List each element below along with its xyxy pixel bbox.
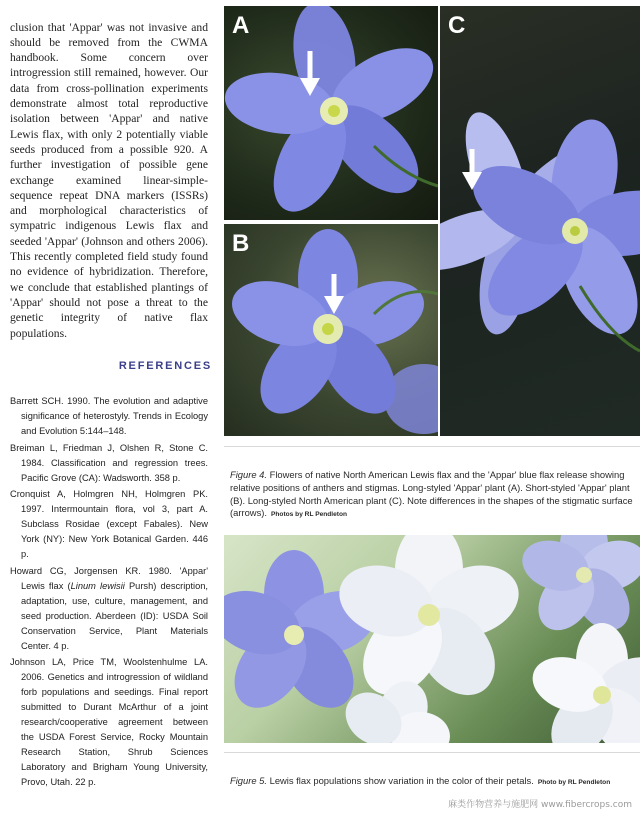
blue-flax-flower-illustration <box>224 6 438 220</box>
figure4-photo-c <box>440 6 640 436</box>
reference-item: Barrett SCH. 1990. The evolution and adaptive significance of heterostyly. Trends in Ecology and Evolution 5:144–148. <box>10 396 208 436</box>
left-column <box>0 0 212 814</box>
photo-credit: Photos by RL Pendleton <box>270 511 348 519</box>
references-heading: REFERENCES <box>118 360 212 372</box>
reference-item <box>10 564 208 653</box>
blue-flax-flower-illustration <box>440 6 640 436</box>
figure-label: Figure 5. <box>230 775 267 787</box>
figure4-photo-a <box>224 6 438 220</box>
reference-text: Pursh) description, adaptation, use, culture, management, and seed production. Aberdeen (ID): USDA Soil Conservation Service, Plant Materials Center. 4 p. <box>21 580 209 651</box>
flax-petal-color-illustration <box>224 535 640 743</box>
species-name: Linum lewisii <box>70 580 125 591</box>
photo-credit: Photo by RL Pendleton <box>537 779 611 787</box>
figure5-photo <box>224 535 640 743</box>
caption-divider <box>224 752 640 753</box>
reference-item: Breiman L, Friedman J, Olshen R, Stone C. 1984. Classification and regression trees. Pacific Grove (CA): Wadsworth. 358 p. <box>10 442 208 483</box>
figure4-photo-b <box>224 224 438 436</box>
blue-flax-flower-illustration <box>224 224 438 436</box>
figure4-caption <box>230 469 634 521</box>
reference-item: Cronquist A, Holmgren NH, Holmgren PK. 1997. Intermountain flora, vol 3, part A. Subclass Rosidae (except Fabales). New York (NY): New York Botanical Garden. 446 p. <box>10 489 208 560</box>
references-list <box>10 394 208 792</box>
caption-text: Flowers of native North American Lewis flax and the 'Appar' blue flax release showing relative positions of anthers and stigmas. Long-styled 'Appar' plant (A). Short-styled 'Appar' plant (B). Long-styled North American plant (C). Note differences in the shapes of the stigmatic surface (arrows). <box>230 469 633 519</box>
caption-text: Lewis flax populations show variation in the color of their petals. <box>267 775 534 787</box>
photo-label-b: B <box>232 230 250 257</box>
body-paragraph: clusion that 'Appar' was not invasive and should be removed from the CWMA handbook. Some concern over introgression still remained, however. Our data from cross-pollination experiments demonstrate almost total reproductive isolation between 'Appar' and native Lewis flax, with only 2 potentially viable seeds produced from a possible 920. A further investigation of possible gene exchange examined linear-simple-sequence repeat DNA markers (ISSRs) and morphological characteristics of sympatric indigenous Lewis flax and seeded 'Appar' (Johnson and others 2006). This recently completed field study found no evidence of hybridization. Therefore, we conclude that established plantings of 'Appar' should not pose a threat to the genetic integrity of native flax populations. <box>10 20 208 340</box>
photo-label-c: C <box>448 12 466 39</box>
reference-item: Johnson LA, Price TM, Woolstenhulme LA. 2006. Genetics and introgression of wildland forb populations and seedings. Final report submitted to Durant McArthur of a joint research/cooperative agreement between the USDA Forest Service, Rocky Mountain Research Station, Shrub Sciences Laboratory and Brigham Young University, Provo, Utah. 22 p. <box>10 657 208 787</box>
figure5-caption <box>230 775 634 790</box>
site-watermark: 麻类作物营养与施肥网 www.fibercrops.com <box>448 800 632 810</box>
photo-label-a: A <box>232 12 250 39</box>
caption-divider <box>224 446 640 447</box>
figure-label: Figure 4. <box>230 469 267 481</box>
reference-text: Howard CG, Jorgensen KR. 1980. 'Appar' Lewis flax ( <box>10 565 208 591</box>
